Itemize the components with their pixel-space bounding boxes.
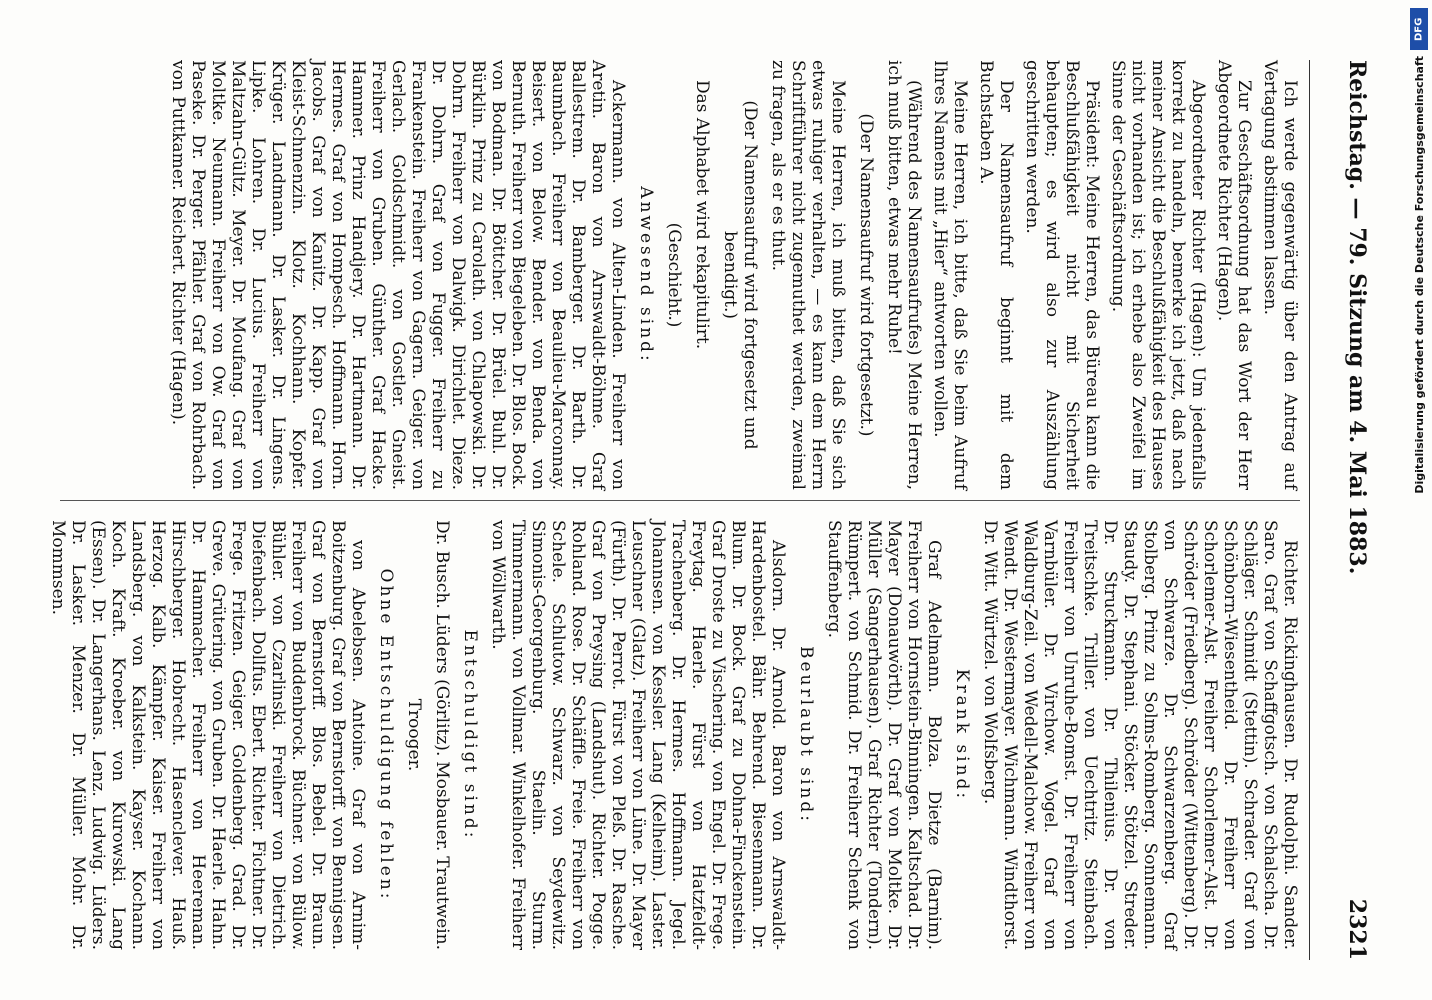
left-column <box>162 60 1300 490</box>
sick-list: Graf Adelmann. Bolza. Dietze (Barnim). Freiherr von Hornstein-Binningen. Kaltschad. Dr. Mayer (Donauwörth). Dr. Graf von Moltke. Dr. Müller (Sangerhausen). Graf Richter (Tondern). Rümpert. von Schmid. Dr. Freiherr Schenk von Stauffenberg. <box>824 520 944 950</box>
digitization-credit: Digitalisierung gefördert durch die Deutsche Forschungsgemeinschaft <box>1413 56 1426 494</box>
unexcused-list: von Abelebsen. Antoine. Graf von Arnim-Boitzenburg. Graf von Bernstorff. von Bennigsen. Graf von Bernstorff. Blos. Bebel. Dr. Braun. Freiherr von Buddenbrock. Büchner. von Bülow. Bühler. von Czarlinski. Freiherr von Dietrich. Diefenbach. Dollfus. Ebert. Richter. Fichtner. Dr. Frege. Fritzen. Geiger. Goldenberg. Grad. Dr. Greve. Grütering. von Gruben. Dr. Haerle. Hahn. Dr. Hammacher. Freiherr von Heereman. Hirschberger. Hobrecht. Hasenclever. Hauß. Herzog. Kalb. Kämpfer. Kaiser. Freiherr von Landsberg. von Kalkstein. Kayser. Kochann. Koch. Kraft. Kroeber. von Kurowski. Lang (Essen). Dr. Langerhans. Lenz. Ludwig. Lüders. Dr. Lasker. Menzer. Dr. Müller. Mohr. Dr. Mommsen. <box>48 520 368 950</box>
paragraph: Ich werde gegenwärtig über den Antrag auf Vertagung abstimmen lassen. <box>1260 60 1300 490</box>
dfg-logo: DFG <box>1410 8 1428 50</box>
header-title: Reichstag. — 79. Sitzung am 4. Mai 1883. <box>1344 60 1370 575</box>
excused-row <box>432 520 452 950</box>
leave-list: Alsdorn. Dr. Arnold. Baron von Arnswaldt-Hardenbostel. Bähr. Behrend. Biesenmann. Dr. Blum. Dr. Bock. Graf zu Dohna-Finckenstein. Graf Droste zu Vischering. von Engel. Dr. Frege. Freytag. Haerle. Fürst von Hatzfeldt-Trachenberg. Dr. Hermes. Hoffmann. Jegel. Johannsen. von Kessler. Lang (Kelheim). Laster. Leuschner (Glatz). Freiherr von Lüne. Dr. Mayer (Fürth). Dr. Perrot. Fürst von Pleß. Dr. Rasche. Graf von Preysing (Landshut). Richter. Pogge. Rohland. Rose. Dr. Schäffle. Freie. Freiherr von Schele. Schlutow. Schwarz. von Seydewitz. Simonis-Georgenburg. Staelin. Sturm. Timmermann. von Vollmar. Winkelhofer. Freiherr von Wöllwarth. <box>488 520 788 950</box>
paragraph: Präsident: Meine Herren, das Büreau kann die Beschlußfähigkeit nicht mit Sicherheit behaupten; es wird also zur Auszählung geschritten werden. <box>1022 60 1102 490</box>
excused-name: Lüders (Görlitz). <box>432 613 452 757</box>
stage-direction: (Der Namensaufruf wird fortgesetzt.) <box>856 113 876 437</box>
section-heading-present: Anwesend sind: <box>636 186 656 364</box>
paragraph: Zur Geschäftsordnung hat das Wort der Herr Abgeordnete Richter (Hagen). <box>1214 60 1254 490</box>
paragraph: (Während des Namensaufrufes) Meine Herren, ich muß bitten, etwas mehr Ruhe! <box>884 60 924 490</box>
excused-name: Mosbauer. <box>432 761 452 852</box>
stage-direction: (Geschieht.) <box>664 222 684 328</box>
stage-direction: (Der Namensaufruf wird fortgesetzt und beendigt.) <box>720 100 760 450</box>
present-list-continued: Richter. Rickinghausen. Dr. Rudolphi. Sander. Saro. Graf von Schaffgotsch. von Schalscha. Dr. Schläger. Schmidt (Stettin). Schrader. Graf von Schönborn-Wiesentheid. Dr. Freiherr von Schorlemer-Alst. Freiherr Schorlemer-Alst. Dr. Schröder (Friedberg). Schröder (Wittenberg). Dr. von Schwarze. Dr. Schwarzenberg. Graf Stolberg. Prinz zu Solms-Romberg. Sonnemann. Staudy. Dr. Stephani. Stöcker. Stötzel. Streder. Dr. Struckmann. Dr. Thilenius. Dr. von Treitschke. Triller. von Uechtritz. Steinbach. Freiherr von Unruhe-Bomst. Dr. Freiherr von Varnbüler. Dr. Virchow. Vogel. Graf von Waldburg-Zeil. von Wedell-Malchow. Freiherr von Wendt. Dr. Westermayer. Wichmann. Windthorst. Dr. Witt. Würtzel. von Wolfsberg. <box>980 520 1300 950</box>
page-number: 2321 <box>1344 898 1370 960</box>
excused-name: Trautwein. <box>432 856 452 950</box>
section-heading-leave: Beurlaubt sind: <box>796 646 816 824</box>
right-column <box>42 520 1300 950</box>
paragraph: Meine Herren, ich bitte, daß Sie beim Aufruf Ihres Namens mit „Hier“ antworten wollen. <box>930 60 970 490</box>
paragraph: Meine Herren, ich muß bitten, daß Sie sich etwas ruhiger verhalten, — es kann dem Herrn Schriftführer nicht zugemuthet werden, zweimal zu fragen, als er es thut. <box>768 60 848 490</box>
section-heading-excused: Entschuldigt sind: <box>460 629 480 841</box>
excused-name: Trooger. <box>404 698 424 772</box>
section-heading-unexcused: Ohne Entschuldigung fehlen: <box>376 568 396 902</box>
section-heading-sick: Krank sind: <box>952 668 972 802</box>
dfg-side-note <box>1408 8 1428 988</box>
paragraph: Abgeordneter Richter (Hagen): Um jedenfalls korrekt zu handeln, bemerke ich jetzt, daß nach meiner Ansicht die Beschlußfähigkeit des Hauses nicht vorhanden ist; ich erhebe also Zweifel im Sinne der Geschäftsordnung. <box>1108 60 1208 490</box>
rotated-document-page <box>30 0 1390 1000</box>
page-header <box>1309 60 1370 960</box>
paragraph: Der Namensaufruf beginnt mit dem Buchstaben A. <box>976 60 1016 490</box>
excused-name: Dr. Busch. <box>432 520 452 609</box>
present-list: Ackermann. von Alten-Linden. Freiherr von Aretin. Baron von Arnswaldt-Böhme. Graf Ballestrem. Dr. Bamberger. Dr. Barth. Dr. Baumbach. Freiherr von Beaulieu-Marconnay. Beisert. von Below. Bender. von Benda. von Bernuth. Freiherr von Biegeleben. Dr. Blos. Bock. von Bodman. Dr. Böttcher. Dr. Brüel. Buhl. Dr. Bürklin. Prinz zu Carolath. von Chlapowski. Dr. Dohrn. Freiherr von Dalwigk. Dirichlet. Dieze. Dr. Dohrn. Graf von Fugger. Freiherr zu Frankenstein. Freiherr von Gagern. Geiger. von Gerlach. Goldschmidt. von Gostler. Gneist. Freiherr von Gruben. Günther. Graf Hacke. Hammer. Prinz Handjery. Dr. Hartmann. Dr. Hermes. Graf von Hompesch. Hoffmann. Horn. Jacobs. Graf von Kanitz. Dr. Kapp. Graf von Kleist-Schmenzin. Klotz. Kochhann. Kopfer. Krüger. Landmann. Dr. Lasker. Dr. Lingens. Lipke. Lohren. Dr. Lucius. Freiherr von Maltzahn-Gültz. Meyer. Dr. Moufang. Graf von Moltke. Neumann. Freiherr von Ow. Graf von Paseke. Dr. Perger. Pfähler. Graf von Rohrbach. von Puttkamer. Reichert. Richter (Hagen). <box>168 60 628 490</box>
paragraph: Das Alphabet wird rekapitulirt. <box>692 80 712 350</box>
column-divider <box>60 500 1300 501</box>
